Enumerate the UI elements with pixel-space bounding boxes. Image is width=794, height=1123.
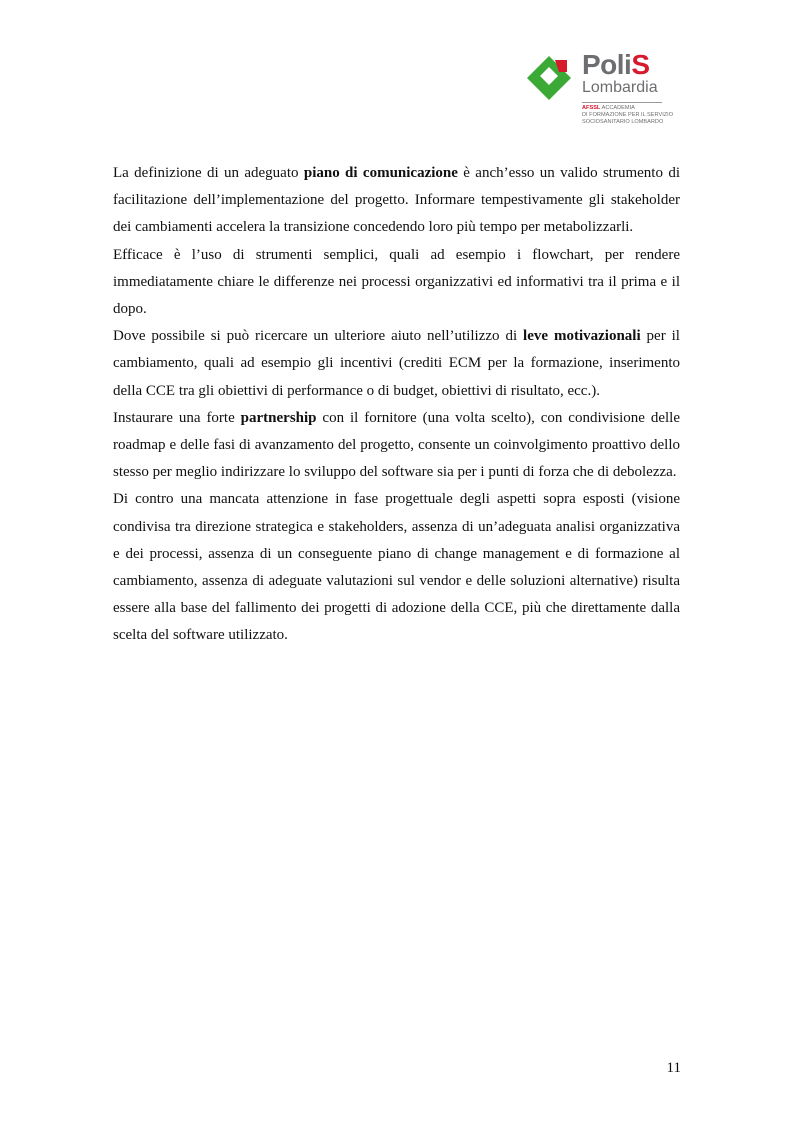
logo-subtitle-accent: AFSSL [582, 105, 601, 111]
polis-lombardia-logo [527, 50, 687, 132]
logo-region: Lombardia [582, 79, 658, 96]
paragraph-flowchart: Efficace è l’uso di strumenti semplici, quali ad esempio i flowchart, per rendere immediatamente chiare le differenze nei processi organizzativi ed informativi tra il prima e il dopo. [113, 246, 680, 318]
logo-subtitle-line3: SOCIOSANITARIO LOMBARDO [582, 118, 664, 125]
document-body [113, 160, 680, 650]
logo-subtitle [582, 105, 692, 125]
logo-wordmark [582, 50, 650, 80]
p1-text-a: La definizione di un adeguato [113, 165, 304, 181]
polis-logo-mark-icon [527, 54, 575, 102]
paragraph-failure-causes: Di contro una mancata attenzione in fase progettuale degli aspetti sopra esposti (visione condivisa tra direzione strategica e stakeholders, assenza di un’adeguata analisi organizzativa e dei processi, assenza di un conseguente piano di change management e di formazione al cambiamento, assenza di adeguate valutazioni sul vendor e delle soluzioni alternative) risulta essere alla base del fallimento dei progetti di adozione della CCE, più che direttamente dalla scelta del software utilizzato. [113, 491, 680, 644]
paragraph-partnership [113, 405, 680, 487]
paragraph-motivational-levers [113, 323, 680, 405]
p4-bold-term: partnership [240, 409, 317, 426]
p1-text-c: è anch’esso un valido strumento di facilitazione dell’implementazione del progetto. Informare tempestivamente gli stakeholder dei cambiamenti accelera la transizione concedendo loro più tempo per metabolizzarli. [113, 165, 680, 236]
logo-subtitle-line2: DI FORMAZIONE PER IL SERVIZIO [582, 111, 674, 118]
page-number: 11 [666, 1060, 681, 1076]
logo-subtitle-line1: ACCADEMIA [601, 105, 635, 111]
p4-text-c: con il fornitore (una volta scelto), con condivisione delle roadmap e delle fasi di avanzamento del progetto, consente un coinvolgimento proattivo dello stesso per meglio indirizzare lo sviluppo del software sia per i punti di forza che di debolezza. [113, 409, 681, 481]
p3-bold-term: leve motivazionali [523, 328, 641, 345]
p4-text-a: Instaurare una forte [113, 409, 241, 426]
logo-divider [582, 102, 662, 103]
paragraph-communication-plan [113, 160, 680, 242]
logo-wordmark-accent: S [631, 49, 650, 80]
p3-text-c: per il cambiamento, quali ad esempio gli incentivi (crediti ECM per la formazione, inserimento della CCE tra gli obiettivi di performance o di budget, obiettivi di risultato, ecc.). [113, 328, 680, 399]
logo-wordmark-main: Poli [582, 49, 632, 80]
p1-bold-term: piano di comunicazione [303, 165, 458, 181]
p3-text-a: Dove possibile si può ricercare un ulteriore aiuto nell’utilizzo di [113, 328, 524, 345]
